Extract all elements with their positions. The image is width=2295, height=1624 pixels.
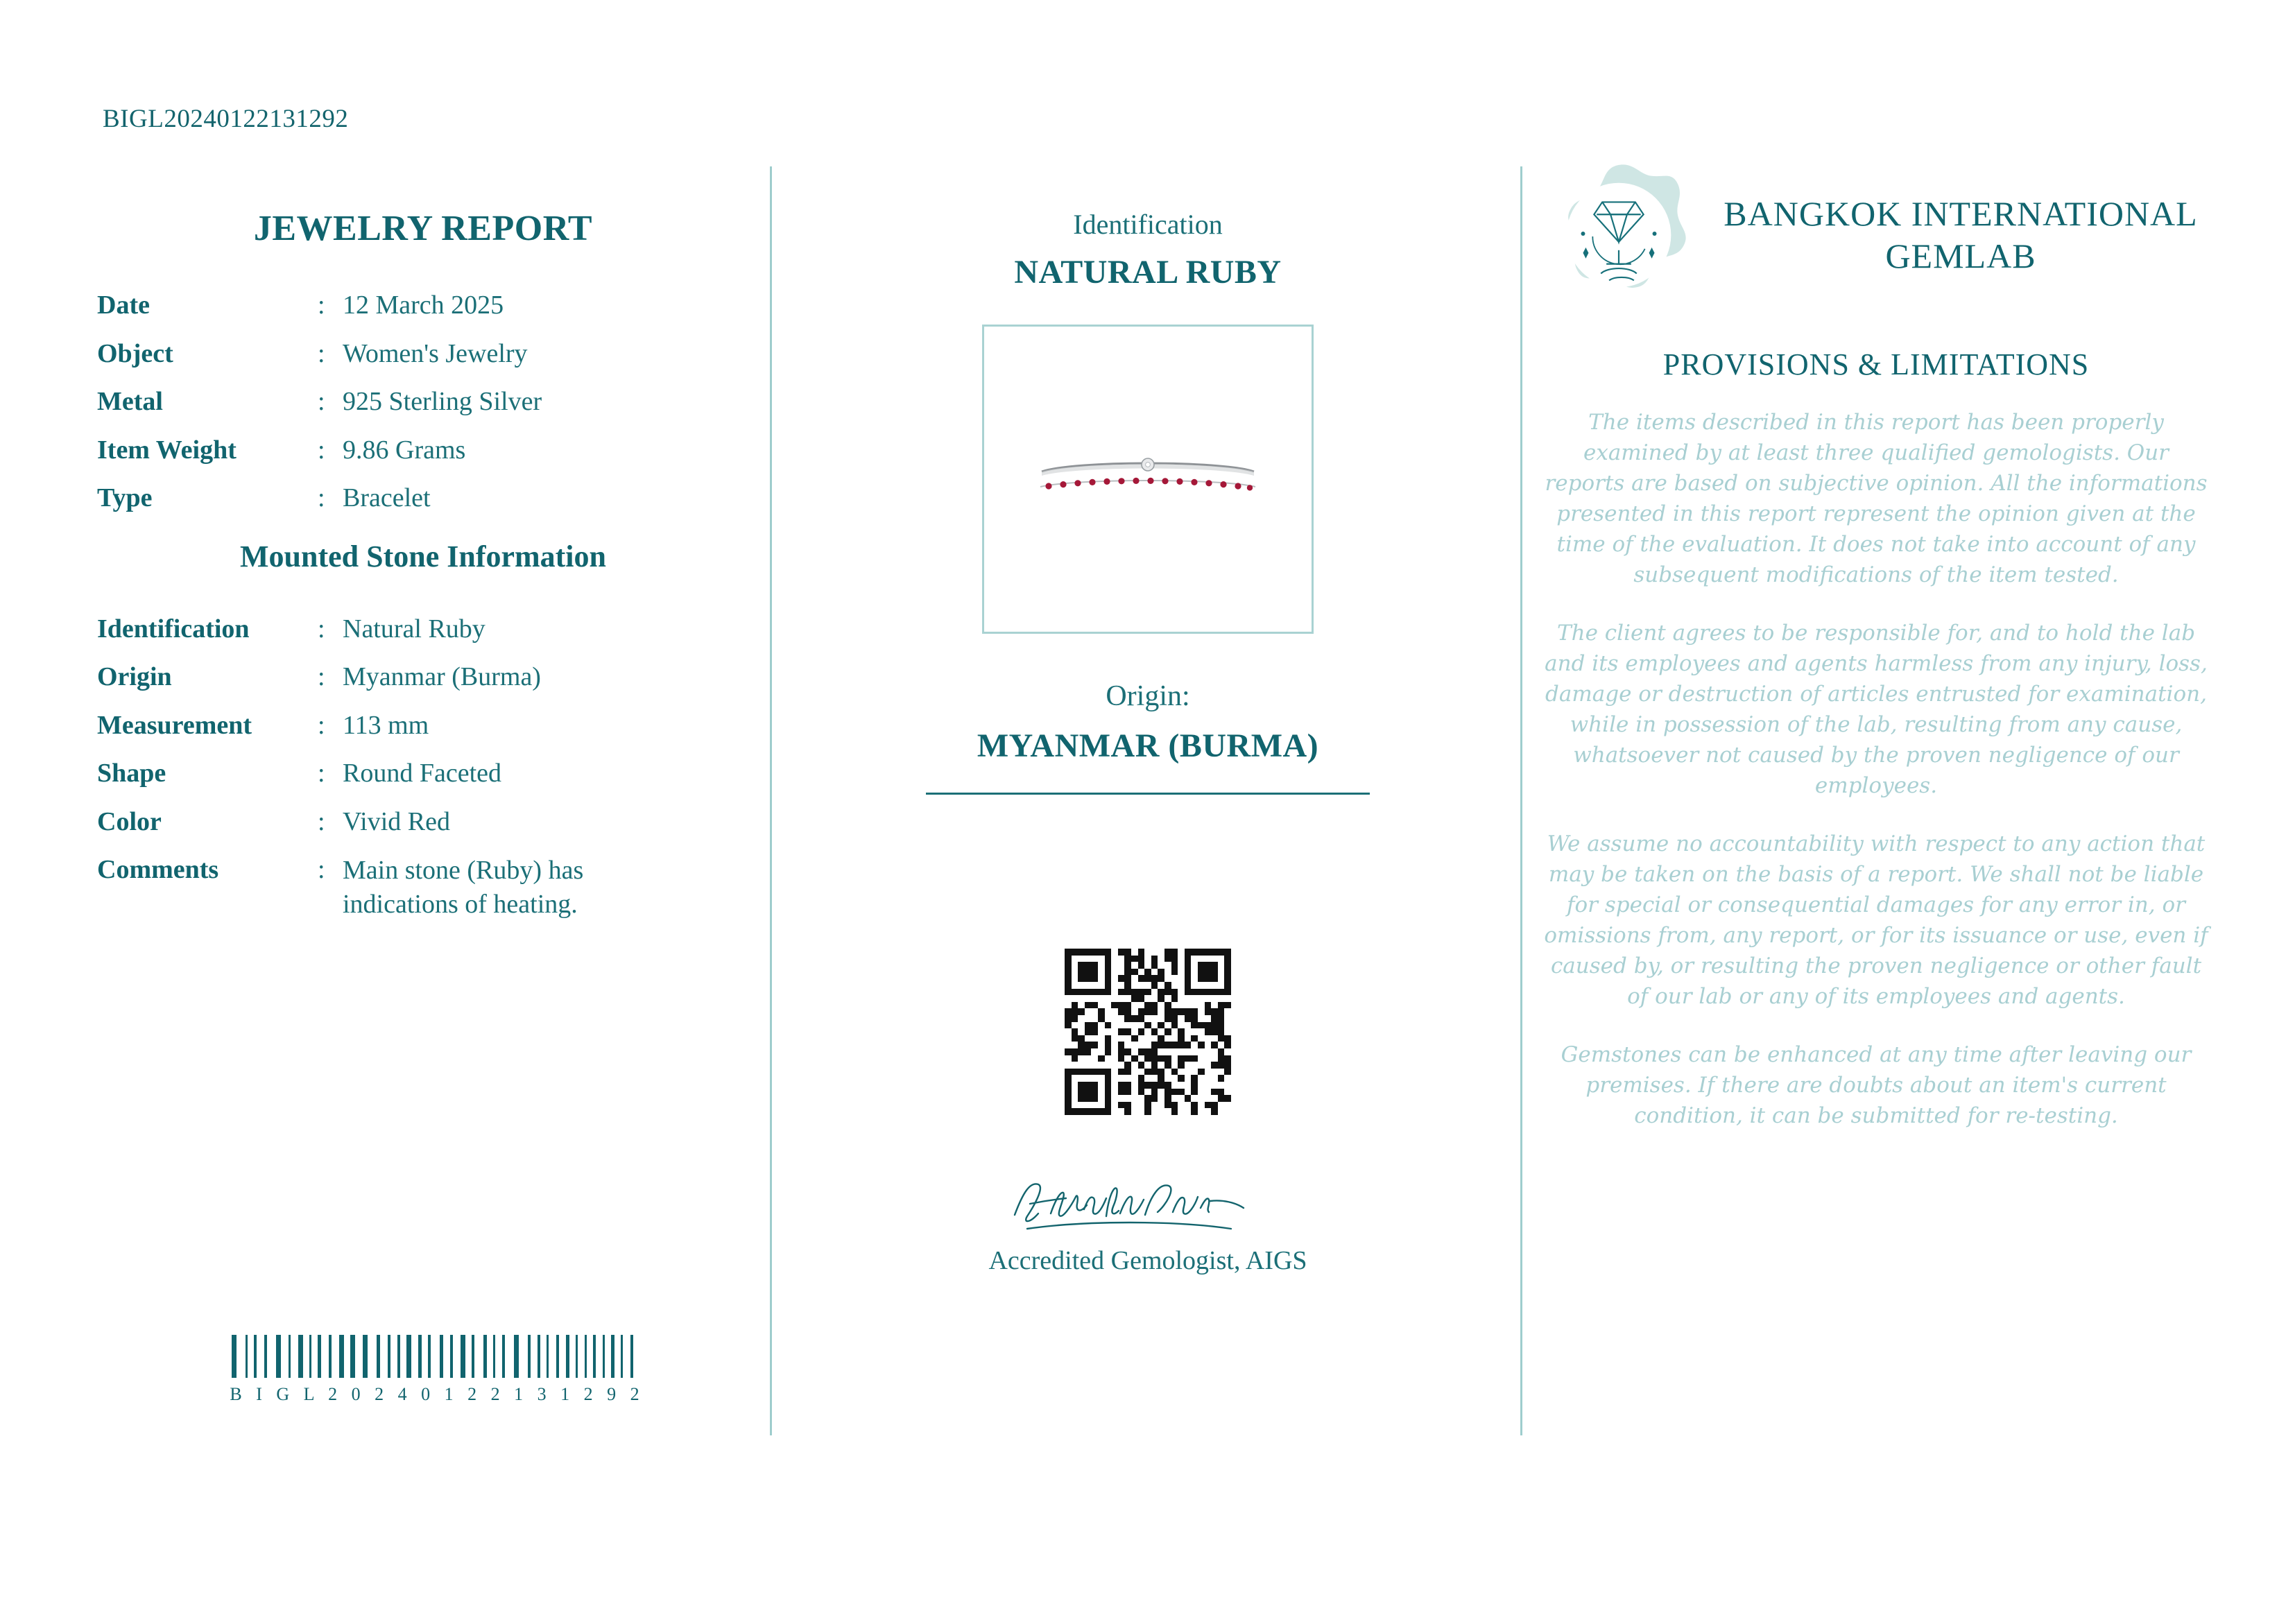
field-value: 113 mm: [343, 710, 429, 740]
field-label: Item Weight: [97, 435, 237, 465]
barcode-block: [208, 1335, 666, 1405]
field-row-item-weight: [97, 434, 749, 467]
origin-label: Origin:: [1106, 680, 1190, 712]
bracelet-illustration: [1033, 448, 1262, 510]
item-photo-frame: [982, 325, 1314, 634]
field-label: Type: [97, 483, 153, 512]
field-label: Comments: [97, 855, 219, 884]
field-label: Metal: [97, 387, 163, 416]
middle-column: [787, 208, 1508, 1276]
field-row-object: [97, 338, 749, 371]
field-value: Main stone (Ruby) has indications of heating.: [343, 856, 584, 919]
stone-row-shape: [97, 757, 749, 791]
field-row-date: [97, 289, 749, 322]
accredited-gemologist-label: Accredited Gemologist, AIGS: [988, 1246, 1307, 1275]
gemlab-logo-icon: [1543, 159, 1694, 311]
field-colon: :: [318, 338, 325, 368]
field-label: Measurement: [97, 710, 252, 740]
field-value: Round Faceted: [343, 759, 502, 788]
page-title: JEWELRY REPORT: [253, 209, 593, 248]
field-colon: :: [318, 806, 325, 836]
stone-row-color: [97, 806, 749, 839]
qr-code[interactable]: [1065, 949, 1231, 1115]
field-label: Object: [97, 338, 173, 368]
field-row-type: [97, 482, 749, 515]
provisions-paragraph: The client agrees to be responsible for, and to hold the lab and its employees and agents harmless from any injury, loss, damage or destruction of articles entrusted for examination, while in possession of the lab, resulting from any cause, whatsoever not caused by the proven negligence of our employees.: [1545, 621, 2208, 799]
field-colon: :: [318, 483, 325, 512]
field-colon: :: [318, 710, 325, 740]
field-value: Vivid Red: [343, 806, 450, 836]
report-id: BIGL20240122131292: [103, 105, 349, 133]
barcode-image: [208, 1335, 666, 1378]
provisions-title: PROVISIONS & LIMITATIONS: [1662, 347, 2090, 381]
field-label: Date: [97, 291, 150, 320]
right-column: [1543, 159, 2209, 1159]
field-colon: :: [318, 759, 325, 788]
field-value: Natural Ruby: [343, 614, 485, 643]
provisions-body: [1543, 407, 2209, 1131]
field-colon: :: [318, 435, 325, 465]
field-value: Myanmar (Burma): [343, 662, 541, 691]
field-value: 9.86 Grams: [343, 435, 466, 465]
field-label: Identification: [97, 614, 250, 643]
section-title-mounted-stone: Mounted Stone Information: [239, 539, 607, 573]
stone-row-identification: [97, 613, 749, 646]
identification-value: NATURAL RUBY: [1014, 254, 1282, 291]
stone-row-measurement: [97, 709, 749, 743]
provisions-paragraph: Gemstones can be enhanced at any time after leaving our premises. If there are doubts about an item's current condition, it can be submitted for re-testing.: [1561, 1042, 2192, 1129]
barcode-text: B I G L 2 0 2 4 0 1 2 2 1 3 1 2 9 2: [230, 1384, 644, 1404]
signature-block: [787, 1165, 1508, 1241]
column-divider-left: [770, 166, 772, 1435]
provisions-paragraph: We assume no accountability with respect to any action that may be taken on the basis of a report. We shall not be liable for special or consequential damages for any error in, or omissions from, any report, or for its issuance or use, even if caused by, or resulting the proven negligence or other fault of our lab or any of its employees and agents.: [1544, 831, 2208, 1010]
identification-label: Identification: [1073, 209, 1223, 240]
field-label: Origin: [97, 662, 172, 691]
field-colon: :: [318, 855, 325, 884]
field-colon: :: [318, 387, 325, 416]
field-colon: :: [318, 662, 325, 691]
stone-row-comments: [97, 854, 749, 922]
brand-header: [1543, 159, 2209, 311]
provisions-paragraph: The items described in this report has been properly examined by at least three qualified gemologists. Our reports are based on subjective opinion. All the informations presented in this report represent the opinion given at the time of the evaluation. It does not take into account of any subsequent modifications of the item tested.: [1545, 410, 2208, 588]
field-label: Color: [97, 806, 162, 836]
field-value: Women's Jewelry: [343, 338, 528, 368]
left-column: [97, 208, 749, 938]
brand-title: BANGKOK INTERNATIONAL GEMLAB: [1724, 194, 2198, 275]
origin-underline: [926, 793, 1370, 795]
column-divider-right: [1520, 166, 1522, 1435]
origin-value: MYANMAR (BURMA): [977, 727, 1319, 764]
field-value: Bracelet: [343, 483, 431, 512]
field-colon: :: [318, 614, 325, 643]
field-colon: :: [318, 291, 325, 320]
field-value: 925 Sterling Silver: [343, 387, 542, 416]
stone-row-origin: [97, 661, 749, 694]
field-label: Shape: [97, 759, 166, 788]
field-value: 12 March 2025: [343, 291, 504, 320]
field-row-metal: [97, 386, 749, 419]
signature-image: [1002, 1165, 1293, 1241]
